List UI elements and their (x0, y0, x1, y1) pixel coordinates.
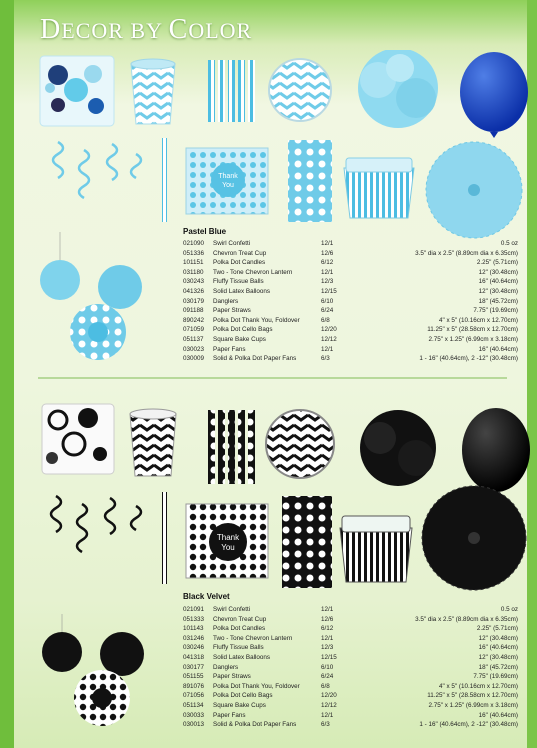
hanging-paper-fans (40, 232, 142, 360)
table-row: 071056 Polka Dot Cello Bags 12/20 11.25" x 5" (28.58cm x 12.70cm) (183, 692, 518, 700)
table-row: 031180 Two - Tone Chevron Lantern 12/1 12" (30.48cm) (183, 268, 518, 276)
table-row: 021091 Swirl Confetti 12/1 0.5 oz (183, 606, 518, 613)
latex-balloon (462, 408, 530, 498)
card-line1: Thank (218, 173, 238, 180)
swirl-confetti (42, 404, 114, 474)
table-row: 051134 Square Bake Cups 12/12 2.75" x 1.25" (6.99cm x 3.18cm) (183, 701, 518, 709)
table-row: 051333 Chevron Treat Cup 12/6 3.5" dia x 2.5" (8.89cm dia x 6.35cm) (183, 615, 518, 623)
section-title-black-velvet: Black Velvet (183, 592, 230, 601)
table-row: 030179 Danglers 6/10 18" (45.72cm) (183, 297, 518, 305)
polka-dot-candles (208, 60, 255, 122)
paper-straw (162, 492, 167, 584)
fluffy-tissue-ball (358, 50, 438, 128)
table-row: 891076 Polka Dot Thank You, Foldover 6/8 4" x 5" (10.16cm x 12.70cm) (183, 682, 518, 690)
paper-fan (426, 142, 522, 238)
thank-you-card (186, 504, 268, 578)
table-row: 030246 Fluffy Tissue Balls 12/3 16" (40.64cm) (183, 644, 518, 652)
chevron-treat-cup (131, 59, 175, 124)
chevron-lantern (269, 59, 331, 121)
square-bake-cups (344, 158, 414, 218)
table-row: 051155 Paper Straws 6/24 7.75" (19.69cm) (183, 673, 518, 681)
table-row: 101143 Polka Dot Candles 6/12 2.25" (5.71cm) (183, 625, 518, 633)
table-row: 051336 Chevron Treat Cup 12/6 3.5" dia x 2.5" (8.89cm dia x 6.35cm) (183, 249, 518, 257)
page-title: DECOR BY COLOR (40, 14, 253, 45)
product-table-black-velvet (183, 605, 518, 730)
card-line2: You (221, 543, 235, 552)
table-row: 030243 Fluffy Tissue Balls 12/3 16" (40.64cm) (183, 278, 518, 286)
product-table-pastel-blue (183, 239, 518, 364)
table-row: 890242 Polka Dot Thank You, Foldover 6/8 4" x 5" (10.16cm x 12.70cm) (183, 316, 518, 324)
danglers (53, 142, 141, 198)
card-line2: You (222, 182, 234, 189)
latex-balloon (460, 52, 528, 138)
polka-dot-cello-bag (282, 496, 332, 588)
hanging-paper-fans (42, 614, 144, 726)
danglers (51, 496, 141, 552)
table-row: 031246 Two - Tone Chevron Lantern 12/1 12" (30.48cm) (183, 634, 518, 642)
table-row: 041326 Solid Latex Balloons 12/15 12" (30.48cm) (183, 287, 518, 295)
table-row: 041318 Solid Latex Balloons 12/15 12" (30.48cm) (183, 653, 518, 661)
chevron-treat-cup (130, 409, 176, 476)
paper-straw (162, 138, 167, 222)
table-row: 051137 Square Bake Cups 12/12 2.75" x 1.25" (6.99cm x 3.18cm) (183, 335, 518, 343)
chevron-lantern (266, 410, 334, 478)
thank-you-card (186, 148, 268, 214)
card-line1: Thank (216, 533, 240, 542)
section-title-pastel-blue: Pastel Blue (183, 227, 227, 236)
table-row: 030023 Paper Fans 12/1 16" (40.64cm) (183, 345, 518, 353)
polka-dot-candles (208, 410, 255, 484)
table-row: 071059 Polka Dot Cello Bags 12/20 11.25" x 5" (28.58cm x 12.70cm) (183, 326, 518, 334)
section-divider (38, 377, 507, 379)
swirl-confetti (40, 56, 114, 126)
table-row: 030177 Danglers 6/10 18" (45.72cm) (183, 663, 518, 671)
fluffy-tissue-ball (360, 410, 436, 486)
square-bake-cups (340, 516, 412, 582)
table-row: 030013 Solid & Polka Dot Paper Fans 6/3 1 - 16" (40.64cm), 2 -12" (30.48cm) (183, 721, 518, 729)
polka-dot-cello-bag (288, 140, 332, 222)
table-row: 030033 Paper Fans 12/1 16" (40.64cm) (183, 711, 518, 719)
table-row: 030009 Solid & Polka Dot Paper Fans 6/3 1 - 16" (40.64cm), 2 -12" (30.48cm) (183, 355, 518, 363)
table-row: 021090 Swirl Confetti 12/1 0.5 oz (183, 240, 518, 247)
table-row: 091188 Paper Straws 6/24 7.75" (19.69cm) (183, 307, 518, 315)
paper-fan (422, 486, 526, 590)
table-row: 101151 Polka Dot Candles 6/12 2.25" (5.71cm) (183, 259, 518, 267)
